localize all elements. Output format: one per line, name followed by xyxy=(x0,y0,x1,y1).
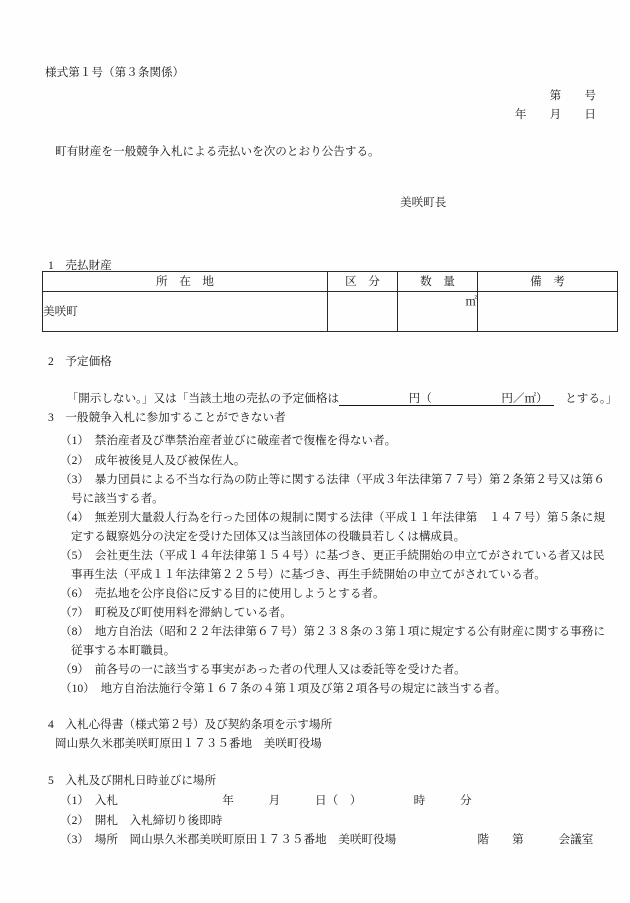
list-item-3-3: （3） 暴力団員による不当な行為の防止等に関する法律（平成３年法律第７７号）第２条第２号又は第６号に該当する者。 xyxy=(60,473,605,505)
price-line-prefix: 「開示しない。」又は「当該土地の売払の予定価格は xyxy=(66,392,340,405)
list-item-3-4: （4） 無差別大量殺人行為を行った団体の規制に関する法律（平成１１年法律第 １４７号）第５条に規定する観察処分の決定を受けた団体又は当該団体の役職員若しくは構成員。 xyxy=(60,511,605,543)
section4-address: 岡山県久米郡美咲町原田１７３５番地 美咲町役場 xyxy=(55,737,322,750)
list-item-5-3: （3） 場所 岡山県久米郡美咲町原田１７３５番地 美咲町役場 階 第 会議室 xyxy=(60,833,594,846)
table-header-row xyxy=(43,272,618,292)
section2-heading: 2 予定価格 xyxy=(48,355,112,368)
list-item-3-6: （6） 売払地を公序良俗に反する目的に使用しようとする者。 xyxy=(60,587,385,600)
proclamation-text: 町有財産を一般競争入札による売払いを次のとおり公告する。 xyxy=(55,145,380,158)
list-item-3-10: （10） 地方自治法施行令第１６７条の４第１項及び第２項各号の規定に該当する者。 xyxy=(60,682,507,695)
list-item-5-2: （2） 開札 入札締切り後即時 xyxy=(60,814,223,827)
list-item-3-1: （1） 禁治産者及び準禁治産者並びに破産者で復権を得ない者。 xyxy=(60,434,397,447)
list-item-3-7: （7） 町税及び町使用料を滞納している者。 xyxy=(60,606,292,619)
section3-heading: 3 一般競争入札に参加することができない者 xyxy=(48,411,286,424)
list-item-3-8: （8） 地方自治法（昭和２２年法律第６７号）第２３８条の３第１項に規定する公有財産に関する事務に従事する本町職員。 xyxy=(60,625,605,657)
doc-number-line: 第 号 xyxy=(549,89,596,102)
date-line: 年 月 日 xyxy=(514,108,596,121)
section1-heading: 1 売払財産 xyxy=(48,259,112,272)
cell-location: 美咲町 xyxy=(43,292,328,332)
table-row xyxy=(43,292,618,332)
cell-quantity-unit: ㎡ xyxy=(398,292,478,332)
section5-heading: 5 入札及び開札日時並びに場所 xyxy=(48,774,217,787)
list-item-3-9: （9） 前各号の一に該当する事実があった者の代理人又は委託等を受けた者。 xyxy=(60,663,466,676)
section4-heading: 4 入札心得書（様式第２号）及び契約条項を示す場所 xyxy=(48,718,333,731)
col-header-remarks: 備 考 xyxy=(478,272,618,292)
col-header-quantity: 数 量 xyxy=(398,272,478,292)
col-header-location: 所 在 地 xyxy=(43,272,328,292)
col-header-category: 区 分 xyxy=(328,272,398,292)
list-item-3-2: （2） 成年被後見人及び被保佐人。 xyxy=(60,454,246,467)
issuer-title: 美咲町長 xyxy=(400,196,447,209)
cell-remarks xyxy=(478,292,618,332)
list-item-3-5: （5） 会社更生法（平成１４年法律第１５４号）に基づき、更正手続開始の申立てがされている者又は民事再生法（平成１１年法律第２２５号）に基づき、再生手続開始の申立てがされている者。 xyxy=(60,549,605,581)
price-line-suffix: とする。」 xyxy=(553,392,618,405)
cell-category xyxy=(328,292,398,332)
price-fill-in-blank: 円（ 円／㎡） xyxy=(339,392,554,405)
form-number-line: 様式第１号（第３条関係） xyxy=(45,66,185,79)
list-item-5-1: （1） 入札 年 月 日（ ） 時 分 xyxy=(60,794,472,807)
property-table xyxy=(42,271,618,332)
